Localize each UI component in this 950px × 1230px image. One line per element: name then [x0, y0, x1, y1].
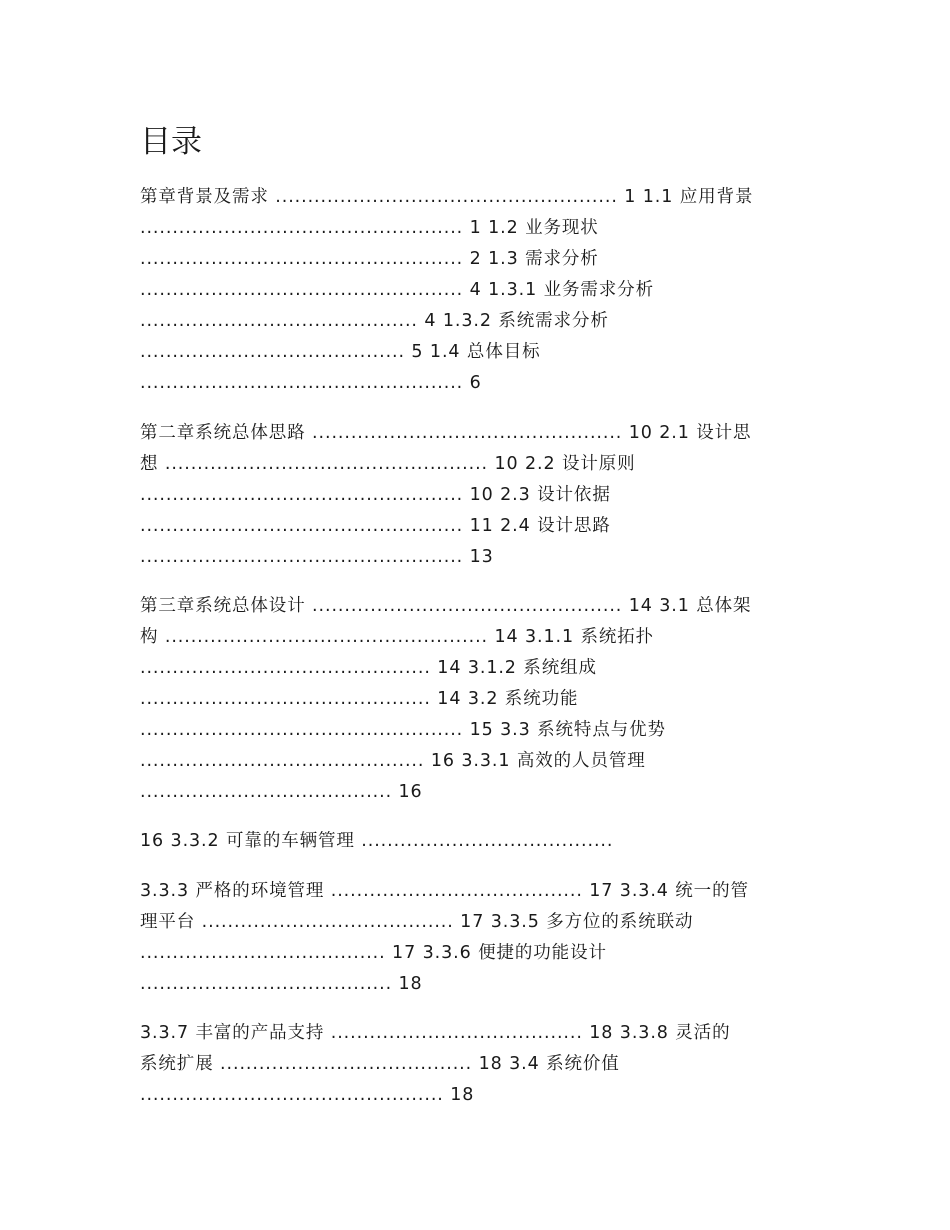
toc-line: .................................................. 10 2.3 设计依据 [140, 485, 611, 505]
toc-line: ........................................... 4 1.3.2 系统需求分析 [140, 311, 609, 331]
toc-paragraph-chapter-3 [140, 591, 810, 808]
toc-line: 构 .................................................. 14 3.1.1 系统拓扑 [140, 627, 655, 647]
toc-line: ......................................... 5 1.4 总体目标 [140, 342, 541, 362]
toc-line: 第三章系统总体设计 ................................................ 14 3.1 总体架 [140, 596, 752, 616]
toc-line: .................................................. 2 1.3 需求分析 [140, 249, 599, 269]
toc-line: ....................................... 18 [140, 974, 423, 994]
toc-paragraph-chapter-1 [140, 182, 810, 399]
toc-line: .................................................. 4 1.3.1 业务需求分析 [140, 280, 654, 300]
toc-line: ............................................. 14 3.1.2 系统组成 [140, 658, 597, 678]
toc-paragraph-section-3-3-2 [140, 826, 810, 857]
toc-line: 系统扩展 ....................................... 18 3.4 系统价值 [140, 1054, 620, 1074]
toc-line: 想 .................................................. 10 2.2 设计原则 [140, 454, 636, 474]
toc-line: ............................................. 14 3.2 系统功能 [140, 689, 579, 709]
toc-line: 理平台 ....................................... 17 3.3.5 多方位的系统联动 [140, 912, 694, 932]
page-title: 目录 [140, 124, 202, 160]
toc-line: .................................................. 6 [140, 373, 482, 393]
toc-line: 3.3.3 严格的环境管理 ....................................... 17 3.3.4 统一的管 [140, 881, 749, 901]
toc-paragraph-section-3-3-3 [140, 876, 810, 1000]
toc-line: .................................................. 11 2.4 设计思路 [140, 516, 611, 536]
toc-line: 3.3.7 丰富的产品支持 ....................................... 18 3.3.8 灵活的 [140, 1023, 731, 1043]
toc-line: 第二章系统总体思路 ................................................ 10 2.1 设计思 [140, 423, 752, 443]
toc-line: .................................................. 1 1.2 业务现状 [140, 218, 599, 238]
toc-line: 第章背景及需求 ..................................................... 1 1.1 应用背景 [140, 187, 754, 207]
toc-paragraph-chapter-2 [140, 418, 810, 573]
toc-line: .................................................. 15 3.3 系统特点与优势 [140, 720, 666, 740]
toc-line: ............................................... 18 [140, 1085, 475, 1105]
toc-line: ....................................... 16 [140, 782, 423, 802]
toc-line: .................................................. 13 [140, 547, 494, 567]
toc-line: ...................................... 17 3.3.6 便捷的功能设计 [140, 943, 607, 963]
toc-line: ............................................ 16 3.3.1 高效的人员管理 [140, 751, 646, 771]
toc-paragraph-section-3-3-7 [140, 1018, 810, 1111]
toc-line: 16 3.3.2 可靠的车辆管理 ....................................... [140, 831, 614, 851]
